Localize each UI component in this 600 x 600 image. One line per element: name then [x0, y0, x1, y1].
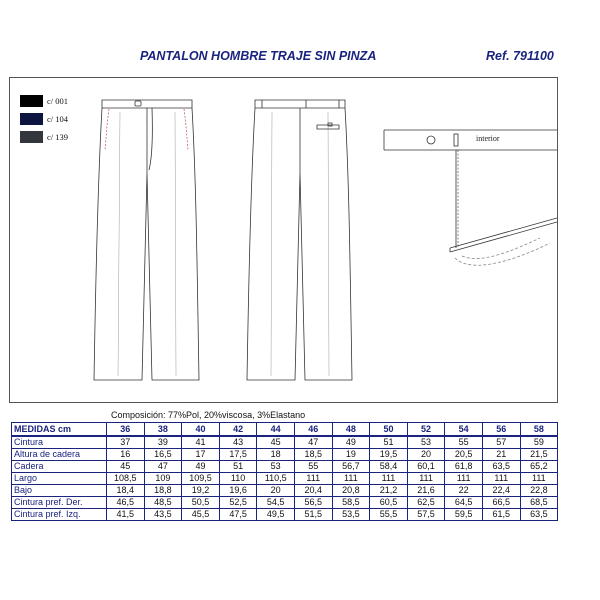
trouser-drawings: [10, 78, 557, 402]
measurement-value-cell: 19,6: [219, 485, 257, 497]
measurement-value-cell: 60,1: [407, 461, 445, 473]
measurement-value-cell: 45: [107, 461, 145, 473]
measurement-value-cell: 111: [445, 473, 483, 485]
size-header-cell: 46: [294, 423, 332, 437]
measurement-value-cell: 51: [370, 436, 408, 449]
measurement-value-cell: 110: [219, 473, 257, 485]
measurement-value-cell: 17,5: [219, 449, 257, 461]
size-header-cell: 40: [182, 423, 220, 437]
measurement-value-cell: 64,5: [445, 497, 483, 509]
measurement-value-cell: 21,6: [407, 485, 445, 497]
table-row: [12, 497, 558, 509]
table-row: [12, 461, 558, 473]
measurement-value-cell: 20: [407, 449, 445, 461]
measurement-value-cell: 53: [407, 436, 445, 449]
size-header-cell: 54: [445, 423, 483, 437]
measurement-value-cell: 65,2: [520, 461, 558, 473]
measurement-value-cell: 53,5: [332, 509, 370, 521]
measurement-label: Bajo: [12, 485, 107, 497]
measurement-value-cell: 55,5: [370, 509, 408, 521]
measurement-value-cell: 57: [482, 436, 520, 449]
measurement-value-cell: 109: [144, 473, 182, 485]
measurement-value-cell: 66,5: [482, 497, 520, 509]
table-row: [12, 436, 558, 449]
measurement-value-cell: 56,5: [294, 497, 332, 509]
table-row: [12, 473, 558, 485]
measurement-label: Cintura pref. Izq.: [12, 509, 107, 521]
measurement-value-cell: 111: [482, 473, 520, 485]
table-row: [12, 449, 558, 461]
front-pocket-stitching: [105, 109, 188, 150]
measurement-value-cell: 18: [257, 449, 295, 461]
measurement-value-cell: 49: [182, 461, 220, 473]
interior-detail-label: interior: [476, 134, 500, 143]
size-header-cell: 36: [107, 423, 145, 437]
color-code-label: c/ 001: [47, 96, 69, 106]
measurement-value-cell: 56,7: [332, 461, 370, 473]
measurement-value-cell: 18,4: [107, 485, 145, 497]
measurement-value-cell: 20,5: [445, 449, 483, 461]
measurement-value-cell: 19,2: [182, 485, 220, 497]
measurement-label: Largo: [12, 473, 107, 485]
measurement-value-cell: 50,5: [182, 497, 220, 509]
size-measurement-table: [11, 422, 558, 521]
size-header-cell: 48: [332, 423, 370, 437]
color-code-label: c/ 104: [47, 114, 69, 124]
measurement-value-cell: 111: [294, 473, 332, 485]
measurement-value-cell: 51,5: [294, 509, 332, 521]
measurement-value-cell: 61,5: [482, 509, 520, 521]
measurement-value-cell: 16,5: [144, 449, 182, 461]
trouser-back-drawing: [247, 100, 352, 380]
measurement-value-cell: 111: [407, 473, 445, 485]
fabric-composition: Composición: 77%Pol, 20%viscosa, 3%Elastano: [111, 410, 306, 420]
product-reference: Ref. 791100: [486, 49, 554, 63]
size-header-cell: 38: [144, 423, 182, 437]
measurement-value-cell: 41,5: [107, 509, 145, 521]
measurement-value-cell: 54,5: [257, 497, 295, 509]
measurement-value-cell: 61,8: [445, 461, 483, 473]
measurement-value-cell: 68,5: [520, 497, 558, 509]
measurement-value-cell: 46,5: [107, 497, 145, 509]
size-header-cell: 56: [482, 423, 520, 437]
measurement-value-cell: 18,8: [144, 485, 182, 497]
measurement-value-cell: 19: [332, 449, 370, 461]
measurement-value-cell: 110,5: [257, 473, 295, 485]
measurement-value-cell: 55: [445, 436, 483, 449]
measurement-value-cell: 39: [144, 436, 182, 449]
size-header-cell: 58: [520, 423, 558, 437]
measurement-value-cell: 20: [257, 485, 295, 497]
measurements-header-label: MEDIDAS cm: [12, 423, 107, 437]
measurement-value-cell: 63,5: [520, 509, 558, 521]
table-row: [12, 509, 558, 521]
size-header-cell: 44: [257, 423, 295, 437]
measurement-label: Cintura pref. Der.: [12, 497, 107, 509]
measurement-value-cell: 53: [257, 461, 295, 473]
measurement-value-cell: 45: [257, 436, 295, 449]
measurement-value-cell: 18,5: [294, 449, 332, 461]
measurement-value-cell: 62,5: [407, 497, 445, 509]
measurement-value-cell: 109,5: [182, 473, 220, 485]
measurement-value-cell: 63,5: [482, 461, 520, 473]
measurement-value-cell: 58,5: [332, 497, 370, 509]
measurement-value-cell: 59: [520, 436, 558, 449]
measurement-value-cell: 37: [107, 436, 145, 449]
measurement-value-cell: 55: [294, 461, 332, 473]
measurement-value-cell: 58,4: [370, 461, 408, 473]
measurement-value-cell: 43,5: [144, 509, 182, 521]
measurement-value-cell: 57,5: [407, 509, 445, 521]
measurement-value-cell: 45,5: [182, 509, 220, 521]
size-header-cell: 50: [370, 423, 408, 437]
measurement-value-cell: 111: [520, 473, 558, 485]
waistband-detail-drawing: [384, 130, 557, 265]
measurement-value-cell: 21,5: [520, 449, 558, 461]
measurement-value-cell: 47,5: [219, 509, 257, 521]
measurement-value-cell: 22,4: [482, 485, 520, 497]
measurement-value-cell: 51: [219, 461, 257, 473]
measurement-value-cell: 20,8: [332, 485, 370, 497]
table-row: [12, 485, 558, 497]
measurement-value-cell: 60,5: [370, 497, 408, 509]
measurement-value-cell: 108,5: [107, 473, 145, 485]
measurement-value-cell: 49: [332, 436, 370, 449]
measurement-value-cell: 20,4: [294, 485, 332, 497]
table-header-row: [12, 423, 558, 437]
measurement-value-cell: 48,5: [144, 497, 182, 509]
measurement-value-cell: 21: [482, 449, 520, 461]
technical-sketch-panel: [9, 77, 558, 403]
measurement-value-cell: 16: [107, 449, 145, 461]
measurement-value-cell: 41: [182, 436, 220, 449]
measurement-value-cell: 47: [294, 436, 332, 449]
measurement-value-cell: 52,5: [219, 497, 257, 509]
trouser-front-drawing: [94, 100, 199, 380]
measurement-value-cell: 22,8: [520, 485, 558, 497]
measurement-label: Cadera: [12, 461, 107, 473]
measurement-value-cell: 19,5: [370, 449, 408, 461]
size-header-cell: 52: [407, 423, 445, 437]
measurement-label: Altura de cadera: [12, 449, 107, 461]
measurement-label: Cintura: [12, 436, 107, 449]
measurement-value-cell: 111: [370, 473, 408, 485]
measurement-value-cell: 59,5: [445, 509, 483, 521]
measurement-value-cell: 17: [182, 449, 220, 461]
color-code-label: c/ 139: [47, 132, 69, 142]
measurement-value-cell: 47: [144, 461, 182, 473]
measurement-value-cell: 111: [332, 473, 370, 485]
product-title: PANTALON HOMBRE TRAJE SIN PINZA: [140, 49, 377, 63]
measurement-value-cell: 22: [445, 485, 483, 497]
measurement-value-cell: 21,2: [370, 485, 408, 497]
size-header-cell: 42: [219, 423, 257, 437]
measurement-value-cell: 49,5: [257, 509, 295, 521]
measurement-value-cell: 43: [219, 436, 257, 449]
